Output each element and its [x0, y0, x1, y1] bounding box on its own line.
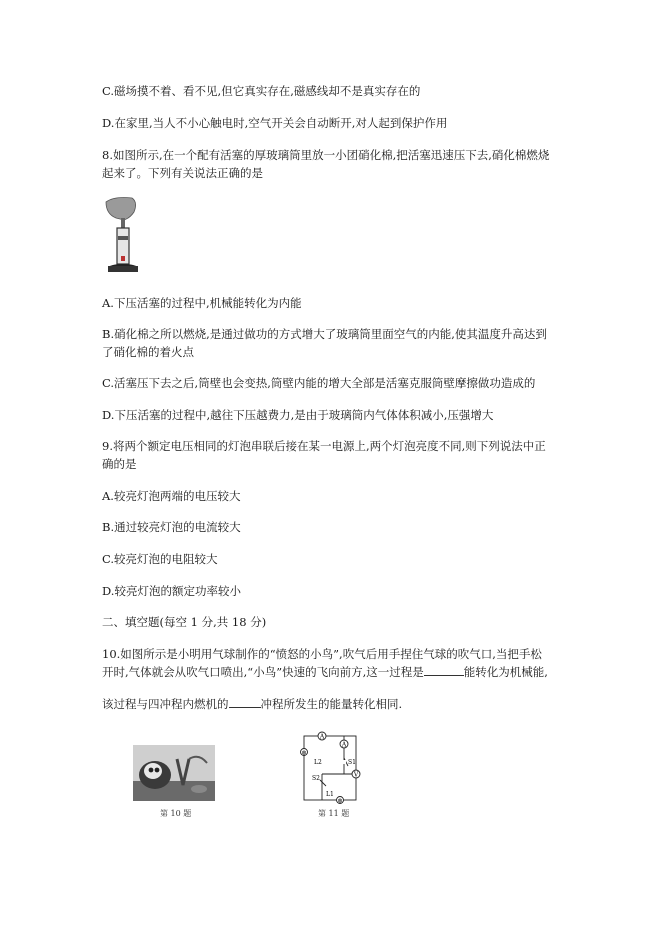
fig10-caption: 第 10 题 — [160, 809, 192, 818]
q8-option-b-line1: B.硝化棉之所以燃烧,是通过做功的方式增大了玻璃筒里面空气的内能,使其温度升高达到 — [102, 327, 547, 341]
svg-text:A: A — [319, 733, 325, 741]
q9-option-b: B.通过较亮灯泡的电流较大 — [102, 520, 241, 534]
q10-line3 — [102, 697, 402, 711]
q8-option-d: D.下压活塞的过程中,越往下压越费力,是由于玻璃筒内气体体积减小,压强增大 — [102, 408, 494, 422]
q10-line1: 10.如图所示是小明用气球制作的“愤怒的小鸟”,吹气后用手捏住气球的吹气口,当把手松 — [102, 647, 542, 661]
q7-option-d: D.在家里,当人不小心触电时,空气开关会自动断开,对人起到保护作用 — [102, 116, 448, 130]
q8-option-a: A.下压活塞的过程中,机械能转化为内能 — [102, 296, 302, 310]
svg-text:⊗: ⊗ — [337, 797, 343, 804]
svg-text:⊗: ⊗ — [301, 749, 307, 757]
q9-stem-line2: 确的是 — [102, 457, 137, 471]
label-l2: L2 — [314, 759, 322, 766]
label-s2: S2 — [312, 775, 320, 782]
q10-line3-text-a: 该过程与四冲程内燃机的 — [102, 697, 229, 711]
section-2-heading: 二、填空题(每空 1 分,共 18 分) — [102, 615, 267, 629]
svg-text:A: A — [341, 741, 347, 749]
q11-circuit-diagram — [300, 730, 362, 804]
q10-blank-1[interactable] — [424, 665, 464, 676]
q9-option-d: D.较亮灯泡的额定功率较小 — [102, 584, 241, 598]
q8-option-c: C.活塞压下去之后,筒壁也会变热,筒壁内能的增大全部是活塞克服筒壁摩擦做功造成的 — [102, 376, 536, 390]
voltmeter-icon — [352, 770, 360, 779]
q10-line2-text-a: 开时,气体就会从吹气口喷出,“小鸟”快速的飞向前方,这一过程是 — [102, 665, 424, 679]
q10-angry-bird-figure — [133, 745, 215, 801]
svg-text:V: V — [353, 771, 359, 779]
q8-stem-line1: 8.如图所示,在一个配有活塞的厚玻璃筒里放一小团硝化棉,把活塞迅速压下去,硝化棉燃烧 — [102, 148, 550, 162]
fig11-caption: 第 11 题 — [318, 809, 350, 818]
lamp-left-icon — [301, 749, 308, 757]
ammeter-top-icon — [318, 732, 326, 741]
q9-option-c: C.较亮灯泡的电阻较大 — [102, 552, 218, 566]
q10-blank-2[interactable] — [229, 697, 261, 708]
q10-line2-text-b: 能转化为机械能, — [463, 665, 548, 679]
q8-option-b-line2: 了硝化棉的着火点 — [102, 345, 194, 359]
q7-option-c: C.磁场摸不着、看不见,但它真实存在,磁感线却不是真实存在的 — [102, 84, 421, 98]
q8-piston-figure — [102, 196, 142, 278]
q9-option-a: A.较亮灯泡两端的电压较大 — [102, 489, 241, 503]
label-l1: L1 — [326, 791, 334, 798]
lamp-bottom-icon — [337, 797, 344, 805]
q9-stem-line1: 9.将两个额定电压相同的灯泡串联后接在某一电源上,两个灯泡亮度不同,则下列说法中正 — [102, 439, 546, 453]
q10-line2 — [102, 665, 548, 679]
q8-stem-line2: 起来了。下列有关说法正确的是 — [102, 166, 263, 180]
q10-line3-text-b: 冲程所发生的能量转化相同. — [260, 697, 403, 711]
switch-s2-icon — [320, 780, 326, 786]
label-s1: S1 — [348, 759, 356, 766]
ammeter-branch-icon — [340, 740, 348, 749]
